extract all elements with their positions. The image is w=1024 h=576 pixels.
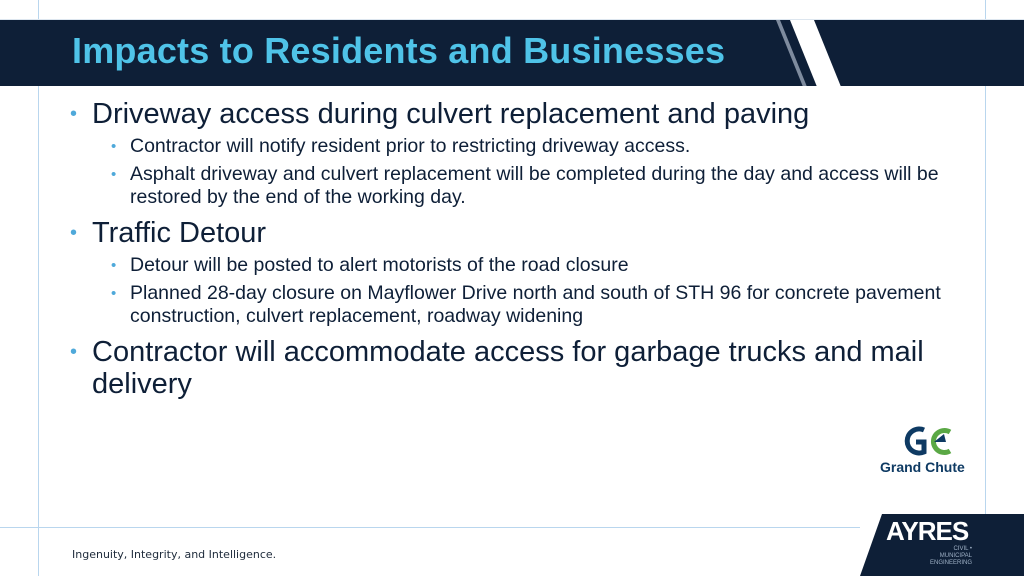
- slide-content: [70, 98, 950, 400]
- sub-bullet-item: [70, 135, 950, 158]
- sub-bullet-item: [70, 163, 950, 209]
- bullet-item: [70, 98, 950, 130]
- sub-bullet-dot-icon: •: [111, 285, 117, 302]
- sub-bullet-dot-icon: •: [111, 257, 117, 274]
- gc-monogram-icon: [880, 424, 972, 460]
- bullet-item: [70, 336, 950, 400]
- sub-bullet-text: Planned 28-day closure on Mayflower Drive north and south of STH 96 for concrete pavement construction, culvert replacement, roadway widening: [130, 282, 941, 327]
- sub-bullet-text: Asphalt driveway and culvert replacement will be completed during the day and access will be restored by the end of the working day.: [130, 163, 939, 208]
- ayres-logo-text: AYRES: [886, 516, 969, 546]
- guide-line-left: [38, 0, 39, 576]
- sub-bullet-text: Contractor will notify resident prior to restricting driveway access.: [130, 135, 691, 157]
- bullet-text: Contractor will accommodate access for garbage trucks and mail delivery: [92, 336, 924, 400]
- sub-bullet-item: [70, 254, 950, 277]
- footer-tagline: Ingenuity, Integrity, and Intelligence.: [72, 548, 277, 561]
- sub-bullet-text: Detour will be posted to alert motorists of the road closure: [130, 254, 629, 276]
- bullet-dot-icon: •: [70, 222, 78, 244]
- sub-bullet-dot-icon: •: [111, 166, 117, 183]
- bullet-dot-icon: •: [70, 341, 78, 363]
- sub-bullet-item: [70, 282, 950, 328]
- bullet-dot-icon: •: [70, 103, 78, 125]
- ayres-logo-subtitle: [928, 546, 972, 567]
- bullet-item: [70, 217, 950, 249]
- bullet-text: Traffic Detour: [92, 217, 267, 249]
- bullet-text: Driveway access during culvert replacement and paving: [92, 98, 810, 130]
- sub-bullet-dot-icon: •: [111, 138, 117, 155]
- grand-chute-name: Grand Chute: [880, 459, 965, 475]
- footer-divider: [0, 527, 860, 528]
- guide-line-right: [985, 0, 986, 576]
- slide-title: Impacts to Residents and Businesses: [72, 30, 726, 71]
- ayres-subtitle-line2: ENGINEERING: [929, 560, 972, 566]
- ayres-subtitle-line1: CIVIL • MUNICIPAL: [939, 546, 972, 559]
